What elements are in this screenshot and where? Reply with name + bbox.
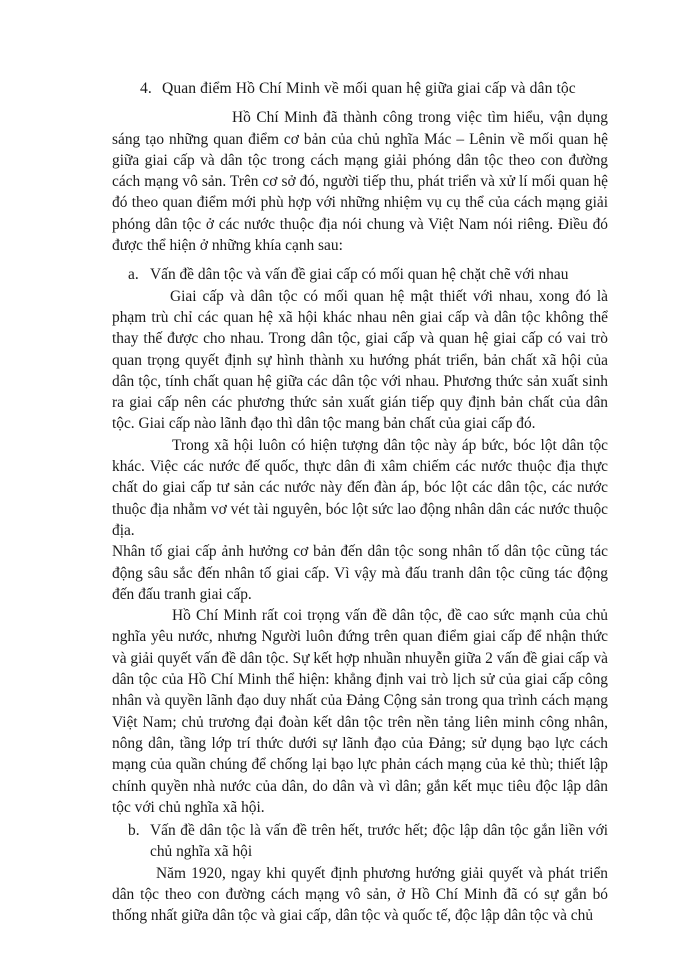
section-title: Quan điểm Hồ Chí Minh về mối quan hệ giữa giai cấp và dân tộc	[162, 80, 576, 97]
subsection-a-paragraph-4: Hồ Chí Minh rất coi trọng vấn đề dân tộc, đề cao sức mạnh của chủ nghĩa yêu nước, nhưng Người luôn đứng trên quan điểm giai cấp để nhận thức và giải quyết vấn đề dân tộc. Sự kết hợp nhuần nhuyễn giữa 2 vấn đề giai cấp và dân tộc của Hồ Chí Minh thể hiện: khẳng định vai trò lịch sử của giai cấp công nhân và quyền lãnh đạo duy nhất của Đảng Cộng sản trong qua trình cách mạng Việt Nam; chủ trương đại đoàn kết dân tộc trên nền tảng liên minh công nhân, nông dân, tầng lớp trí thức dưới sự lãnh đạo của Đảng; sử dụng bạo lực cách mạng của quần chúng để chống lại bạo lực phản cách mạng của kẻ thù; thiết lập chính quyền nhà nước của dân, do dân và vì dân; gắn kết mục tiêu độc lập dân tộc với chủ nghĩa xã hội.	[112, 607, 608, 816]
subsection-a-paragraph-1: Giai cấp và dân tộc có mối quan hệ mật thiết với nhau, xong đó là phạm trù chỉ các quan hệ xã hội khác nhau nên giai cấp và dân tộc không thể thay thế được cho nhau. Trong dân tộc, giai cấp và quan hệ giai cấp có vai trò quan trọng quyết định sự hình thành xu hướng phát triển, bản chất xã hội của dân tộc, tính chất quan hệ giữa các dân tộc với nhau. Phương thức sản xuất sinh ra giai cấp nên các phương thức sản xuất gián tiếp quy định bản chất của dân tộc. Giai cấp nào lãnh đạo thì dân tộc mang bản chất của giai cấp đó.	[112, 287, 608, 433]
intro-paragraph: Hồ Chí Minh đã thành công trong việc tìm hiểu, vận dụng sáng tạo những quan điểm cơ bản của chủ nghĩa Mác – Lênin về mối quan hệ giữa giai cấp và dân tộc trong cách mạng giải phóng dân tộc theo con đường cách mạng vô sản. Trên cơ sở đó, người tiếp thu, phát triển và xử lí mối quan hệ đó theo quan điểm mới phù hợp với những nhiệm vụ cụ thể của cách mạng giải phóng dân tộc ở các nước thuộc địa nói chung và Việt Nam nói riêng. Điều đó được thể hiện ở những khía cạnh sau:	[112, 109, 608, 255]
section-number: 4.	[140, 80, 152, 97]
subsection-b-paragraph-1: Năm 1920, ngay khi quyết định phương hướng giải quyết và phát triển dân tộc theo con đường cách mạng vô sản, ở Hồ Chí Minh đã có sự gắn bó thống nhất giữa dân tộc và giai cấp, dân tộc và quốc tế, độc lập dân tộc và chủ	[112, 864, 608, 925]
subsection-b-heading	[112, 820, 608, 863]
subsection-a-paragraph-2: Trong xã hội luôn có hiện tượng dân tộc này áp bức, bóc lột dân tộc khác. Việc các nước đế quốc, thực dân đi xâm chiếm các nước thuộc địa thực chất do giai cấp tư sản các nước này đến đàn áp, bóc lột các dân tộc, các nước thuộc địa nhằm vơ vét tài nguyên, bóc lột sức lao động nhân dân các nước thuộc địa.	[112, 436, 608, 539]
section-heading	[140, 78, 608, 99]
subsection-b-title: Vấn đề dân tộc là vấn đề trên hết, trước hết; độc lập dân tộc gắn liền với chủ nghĩa xã hội	[150, 822, 608, 861]
subsection-a-paragraph-3: Nhân tố giai cấp ảnh hưởng cơ bản đến dân tộc song nhân tố dân tộc cũng tác động sâu sắc đến nhân tố giai cấp. Vì vậy mà đấu tranh dân tộc cũng tác động đến đấu tranh giai cấp.	[112, 543, 608, 603]
subsection-a-letter: a.	[128, 266, 139, 284]
subsection-a-heading	[112, 264, 608, 285]
subsection-b-letter: b.	[128, 822, 140, 840]
subsection-a-title: Vấn đề dân tộc và vấn đề giai cấp có mối quan hệ chặt chẽ với nhau	[150, 266, 569, 284]
